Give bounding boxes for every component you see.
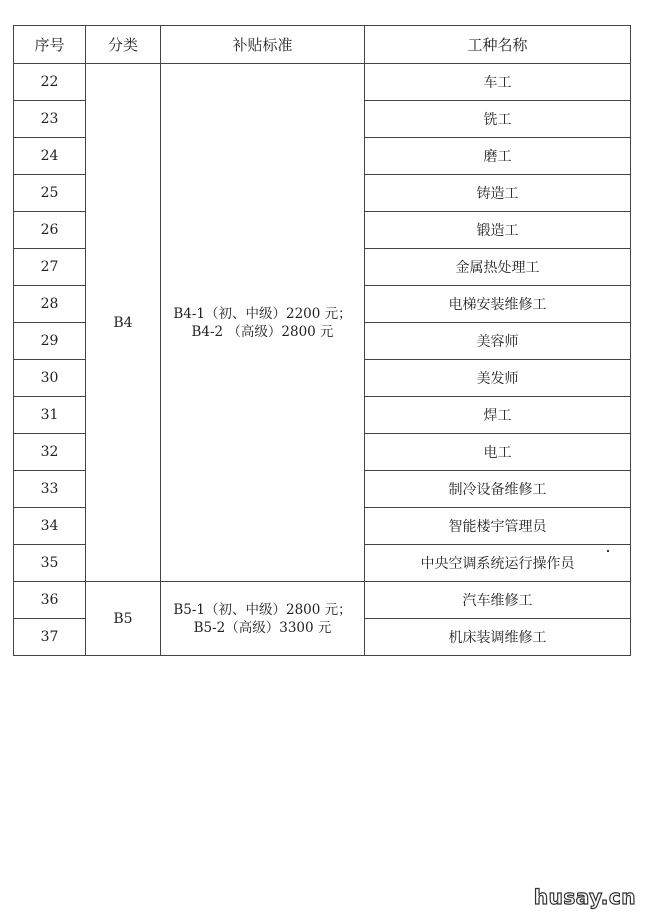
row-number: 31 [14,397,86,434]
row-number: 26 [14,212,86,249]
scan-speck [607,550,609,552]
job-name: 机床装调维修工 [365,619,631,656]
category-cell: B4 [86,64,161,582]
header-job: 工种名称 [365,26,631,64]
subsidy-line-2: B5-2（高级）3300 元 [193,619,332,636]
watermark: husay.cn [533,885,636,909]
row-number: 25 [14,175,86,212]
job-name: 金属热处理工 [365,249,631,286]
table-row [14,64,631,101]
job-name: 铣工 [365,101,631,138]
job-name: 电梯安装维修工 [365,286,631,323]
header-row [14,26,631,64]
job-name: 中央空调系统运行操作员 [365,545,631,582]
row-number: 34 [14,508,86,545]
subsidy-table [13,25,631,656]
job-name: 汽车维修工 [365,582,631,619]
header-category: 分类 [86,26,161,64]
row-number: 24 [14,138,86,175]
category-cell: B5 [86,582,161,656]
job-name: 智能楼宇管理员 [365,508,631,545]
job-name: 铸造工 [365,175,631,212]
job-name: 美容师 [365,323,631,360]
table-row [14,582,631,619]
row-number: 36 [14,582,86,619]
row-number: 27 [14,249,86,286]
subsidy-standard-cell [161,582,365,656]
subsidy-line-1: B5-1（初、中级）2800 元； [173,601,352,618]
row-number: 32 [14,434,86,471]
job-name: 电工 [365,434,631,471]
row-number: 37 [14,619,86,656]
row-number: 29 [14,323,86,360]
job-name: 美发师 [365,360,631,397]
row-number: 22 [14,64,86,101]
row-number: 23 [14,101,86,138]
row-number: 33 [14,471,86,508]
row-number: 35 [14,545,86,582]
subsidy-line-2: B4-2 （高级）2800 元 [191,323,334,340]
job-name: 焊工 [365,397,631,434]
row-number: 28 [14,286,86,323]
job-name: 磨工 [365,138,631,175]
header-no: 序号 [14,26,86,64]
job-name: 制冷设备维修工 [365,471,631,508]
job-name: 车工 [365,64,631,101]
job-name: 锻造工 [365,212,631,249]
header-subsidy: 补贴标准 [161,26,365,64]
subsidy-standard-cell [161,64,365,582]
subsidy-line-1: B4-1（初、中级）2200 元； [173,305,352,322]
row-number: 30 [14,360,86,397]
